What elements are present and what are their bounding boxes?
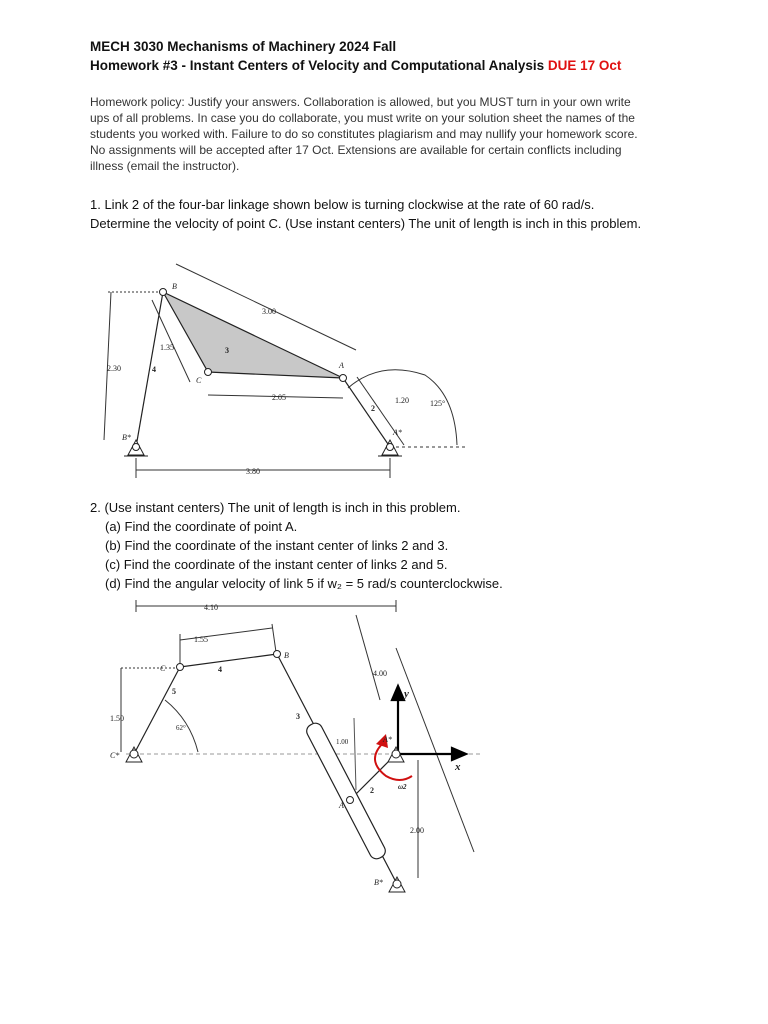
label-a: A — [339, 361, 344, 370]
label-link-2: 2 — [370, 786, 374, 795]
course-title: MECH 3030 Mechanisms of Machinery 2024 Fall — [90, 39, 397, 54]
label-link-3: 3 — [225, 346, 229, 355]
dim-top-value: 4.10 — [204, 603, 218, 612]
dim-ca-value: 2.05 — [272, 393, 286, 402]
label-a: A — [339, 801, 344, 810]
spacer — [290, 608, 380, 630]
dim-line-b-bo — [356, 615, 380, 700]
policy-line: No assignments will be accepted after 17 Oct. Extensions are available for certain conflicts including — [90, 143, 622, 157]
angle-value: 125° — [430, 399, 446, 408]
label-link-2: 2 — [371, 404, 375, 413]
label-ao: A* — [383, 735, 392, 744]
problem-1-line: Determine the velocity of point C. (Use instant centers) The unit of length is inch in this problem. — [90, 216, 642, 231]
label-b: B — [284, 651, 289, 660]
pin-c — [177, 664, 184, 671]
dim-tick — [272, 624, 276, 652]
label-ao: A* — [393, 428, 402, 437]
pin-ao — [392, 750, 400, 758]
pin-bo — [393, 880, 401, 888]
label-link-5: 5 — [172, 687, 176, 696]
dim-line-a-ao — [354, 718, 356, 790]
due-date: DUE 17 Oct — [547, 58, 622, 73]
label-co: C* — [110, 751, 120, 760]
policy-line: illness (email the instructor). — [90, 159, 240, 173]
pin-co — [130, 750, 138, 758]
dim-height-value: 2.30 — [107, 364, 121, 373]
dim-a-ao-value: 1.20 — [395, 396, 409, 405]
problem-2-part-c: (c) Find the coordinate of the instant center of links 2 and 5. — [105, 557, 448, 572]
pin-a — [347, 797, 354, 804]
y-axis-arrow — [392, 686, 404, 700]
label-link-3: 3 — [296, 712, 300, 721]
pin-b — [274, 651, 281, 658]
label-bo: B* — [374, 878, 383, 887]
dim-bc-value: 1.35 — [160, 343, 174, 352]
policy-line: ups of all problems. In case you do collaborate, you must write on your solution sheet the names of the — [90, 111, 635, 125]
problem-1-line: 1. Link 2 of the four-bar linkage shown below is turning clockwise at the rate of 60 rad/s. — [90, 197, 595, 212]
y-axis-label: y — [404, 688, 409, 700]
dim-a-ao-value: 1.00 — [336, 738, 349, 746]
x-axis-arrow — [452, 748, 466, 760]
dim-c-height-value: 1.50 — [110, 714, 124, 723]
dim-ba-value: 3.00 — [262, 307, 276, 316]
problem-2-part-b: (b) Find the coordinate of the instant center of links 2 and 3. — [105, 538, 449, 553]
link-5 — [134, 667, 180, 754]
label-b: B — [172, 282, 177, 291]
homework-title-text: Homework #3 - Instant Centers of Velocity and Computational Analysis — [90, 58, 545, 73]
label-c: C — [196, 376, 202, 385]
problem-2-part-a: (a) Find the coordinate of point A. — [105, 519, 298, 534]
dim-bo-depth-value: 2.00 — [410, 826, 424, 835]
policy-line: students you worked with. Failure to do so constitutes plagiarism and may nullify your homework score. — [90, 127, 638, 141]
label-link-4: 4 — [152, 365, 156, 374]
label-link-4: 4 — [218, 665, 222, 674]
link-4 — [180, 654, 277, 667]
x-axis-label: x — [455, 761, 461, 773]
dim-b-bo-value: 4.00 — [373, 669, 387, 678]
problem-2-part-d: (d) Find the angular velocity of link 5 if w₂ = 5 rad/s counterclockwise. — [105, 576, 503, 591]
policy-line: Homework policy: Justify your answers. Collaboration is allowed, but you MUST turn in your own write — [90, 95, 631, 109]
label-bo: B* — [122, 433, 131, 442]
dim-cb-value: 1.55 — [194, 635, 208, 644]
problem-2-intro: 2. (Use instant centers) The unit of length is inch in this problem. — [90, 500, 461, 515]
dim-ground-value: 3.80 — [246, 467, 260, 476]
dim-line-diagonal — [396, 648, 474, 852]
omega-label: ω2 — [398, 783, 407, 791]
angle-value: 62° — [176, 724, 186, 732]
label-c: C — [160, 664, 166, 673]
